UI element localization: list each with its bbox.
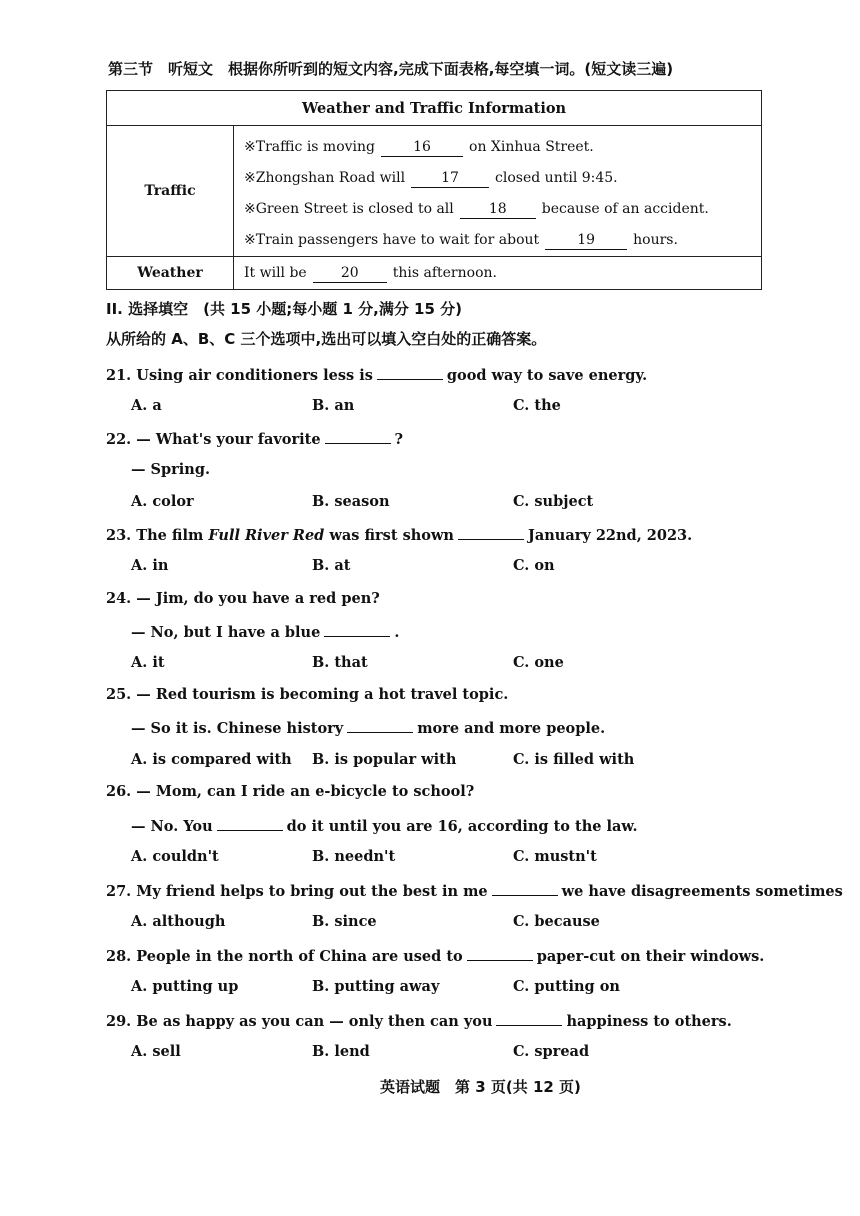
dialogue-reply: [131, 718, 605, 737]
line-text: ※Zhongshan Road will: [244, 170, 406, 186]
section-heading: 第三节 听短文 根据你所听到的短文内容,完成下面表格,每空填一词。(短文读三遍): [108, 60, 674, 78]
question-blank: [347, 718, 413, 733]
option-b: B. an: [312, 397, 355, 414]
traffic-lines: [234, 126, 762, 257]
question-number: 29.: [106, 1013, 132, 1030]
line-text: ※Traffic is moving: [244, 139, 376, 155]
question-number: 28.: [106, 948, 132, 965]
question-23: [106, 525, 692, 544]
question-number: 25.: [106, 686, 132, 703]
question-text: .: [394, 624, 400, 641]
answer-blank: 18: [460, 200, 536, 219]
question-blank: [217, 816, 283, 831]
question-text: — Jim, do you have a red pen?: [136, 590, 380, 607]
dialogue-reply: [131, 816, 638, 835]
dialogue-reply: — Spring.: [131, 461, 211, 478]
option-a: A. couldn't: [131, 848, 219, 865]
option-b: B. season: [312, 493, 390, 510]
part-instruction: 从所给的 A、B、C 三个选项中,选出可以填入空白处的正确答案。: [106, 330, 547, 348]
info-table: [106, 90, 762, 290]
question-number: 26.: [106, 783, 132, 800]
option-b: B. since: [312, 913, 377, 930]
traffic-line: [244, 132, 761, 163]
question-blank: [377, 365, 443, 380]
question-text: paper-cut on their windows.: [536, 948, 765, 965]
film-title: Full River Red: [208, 527, 325, 544]
question-text: do it until you are 16, according to the law.: [286, 818, 638, 835]
question-text: ?: [394, 431, 404, 448]
question-number: 22.: [106, 431, 132, 448]
option-c: C. spread: [513, 1043, 590, 1060]
question-number: 23.: [106, 527, 132, 544]
question-text: — What's your favorite: [136, 431, 321, 448]
option-c: C. because: [513, 913, 600, 930]
question-number: 21.: [106, 367, 132, 384]
question-29: [106, 1011, 732, 1030]
question-text: good way to save energy.: [446, 367, 648, 384]
option-c: C. is filled with: [513, 751, 635, 768]
line-text: closed until 9:45.: [495, 170, 618, 186]
option-b: B. at: [312, 557, 351, 574]
option-b: B. that: [312, 654, 368, 671]
answer-blank: 16: [381, 138, 463, 157]
option-c: C. one: [513, 654, 564, 671]
question-27: [106, 881, 843, 900]
traffic-label: Traffic: [107, 126, 234, 257]
traffic-line: [244, 163, 761, 194]
line-text: It will be: [244, 264, 307, 281]
question-text: My friend helps to bring out the best in me: [136, 883, 488, 900]
question-text: The film: [136, 527, 204, 544]
option-c: C. putting on: [513, 978, 620, 995]
weather-label: Weather: [107, 257, 234, 290]
question-blank: [324, 622, 390, 637]
question-blank: [325, 429, 391, 444]
question-22: [106, 429, 403, 448]
option-b: B. putting away: [312, 978, 440, 995]
part-title: II. 选择填空 (共 15 小题;每小题 1 分,满分 15 分): [106, 300, 463, 318]
line-text: ※Train passengers have to wait for about: [244, 232, 540, 248]
question-text: was first shown: [329, 527, 454, 544]
option-a: A. putting up: [131, 978, 239, 995]
question-21: [106, 365, 647, 384]
answer-blank: 20: [313, 264, 387, 283]
question-blank: [496, 1011, 562, 1026]
question-blank: [467, 946, 533, 961]
option-a: A. it: [131, 654, 165, 671]
question-text: — So it is. Chinese history: [131, 720, 344, 737]
option-c: C. subject: [513, 493, 594, 510]
option-a: A. a: [131, 397, 162, 414]
question-text: Be as happy as you can — only then can you: [136, 1013, 493, 1030]
table-title: Weather and Traffic Information: [107, 91, 762, 126]
option-c: C. mustn't: [513, 848, 597, 865]
question-blank: [492, 881, 558, 896]
question-28: [106, 946, 764, 965]
question-24: [106, 590, 380, 607]
answer-blank: 19: [545, 231, 627, 250]
option-b: B. needn't: [312, 848, 396, 865]
question-blank: [458, 525, 524, 540]
traffic-line: [244, 225, 761, 256]
question-text: we have disagreements sometimes: [561, 883, 843, 900]
answer-blank: 17: [411, 169, 489, 188]
page-footer: 英语试题 第 3 页(共 12 页): [380, 1078, 581, 1096]
option-a: A. although: [131, 913, 226, 930]
traffic-line: [244, 194, 761, 225]
question-text: happiness to others.: [566, 1013, 732, 1030]
question-26: [106, 783, 474, 800]
weather-line: [234, 257, 762, 290]
question-number: 27.: [106, 883, 132, 900]
option-b: B. is popular with: [312, 751, 457, 768]
line-text: hours.: [633, 232, 678, 248]
option-a: A. color: [131, 493, 194, 510]
dialogue-reply: [131, 622, 399, 641]
line-text: this afternoon.: [392, 264, 497, 281]
question-text: January 22nd, 2023.: [527, 527, 693, 544]
option-a: A. in: [131, 557, 169, 574]
question-number: 24.: [106, 590, 132, 607]
line-text: ※Green Street is closed to all: [244, 201, 454, 217]
question-text: — Red tourism is becoming a hot travel topic.: [136, 686, 509, 703]
question-text: Using air conditioners less is: [136, 367, 373, 384]
option-c: C. the: [513, 397, 561, 414]
option-a: A. is compared with: [131, 751, 292, 768]
option-c: C. on: [513, 557, 555, 574]
question-text: more and more people.: [417, 720, 606, 737]
question-text: — Mom, can I ride an e-bicycle to school?: [136, 783, 475, 800]
line-text: because of an accident.: [541, 201, 709, 217]
question-text: — No, but I have a blue: [131, 624, 321, 641]
question-25: [106, 686, 508, 703]
option-a: A. sell: [131, 1043, 181, 1060]
option-b: B. lend: [312, 1043, 370, 1060]
question-text: — No. You: [131, 818, 213, 835]
line-text: on Xinhua Street.: [469, 139, 594, 155]
question-text: People in the north of China are used to: [136, 948, 463, 965]
